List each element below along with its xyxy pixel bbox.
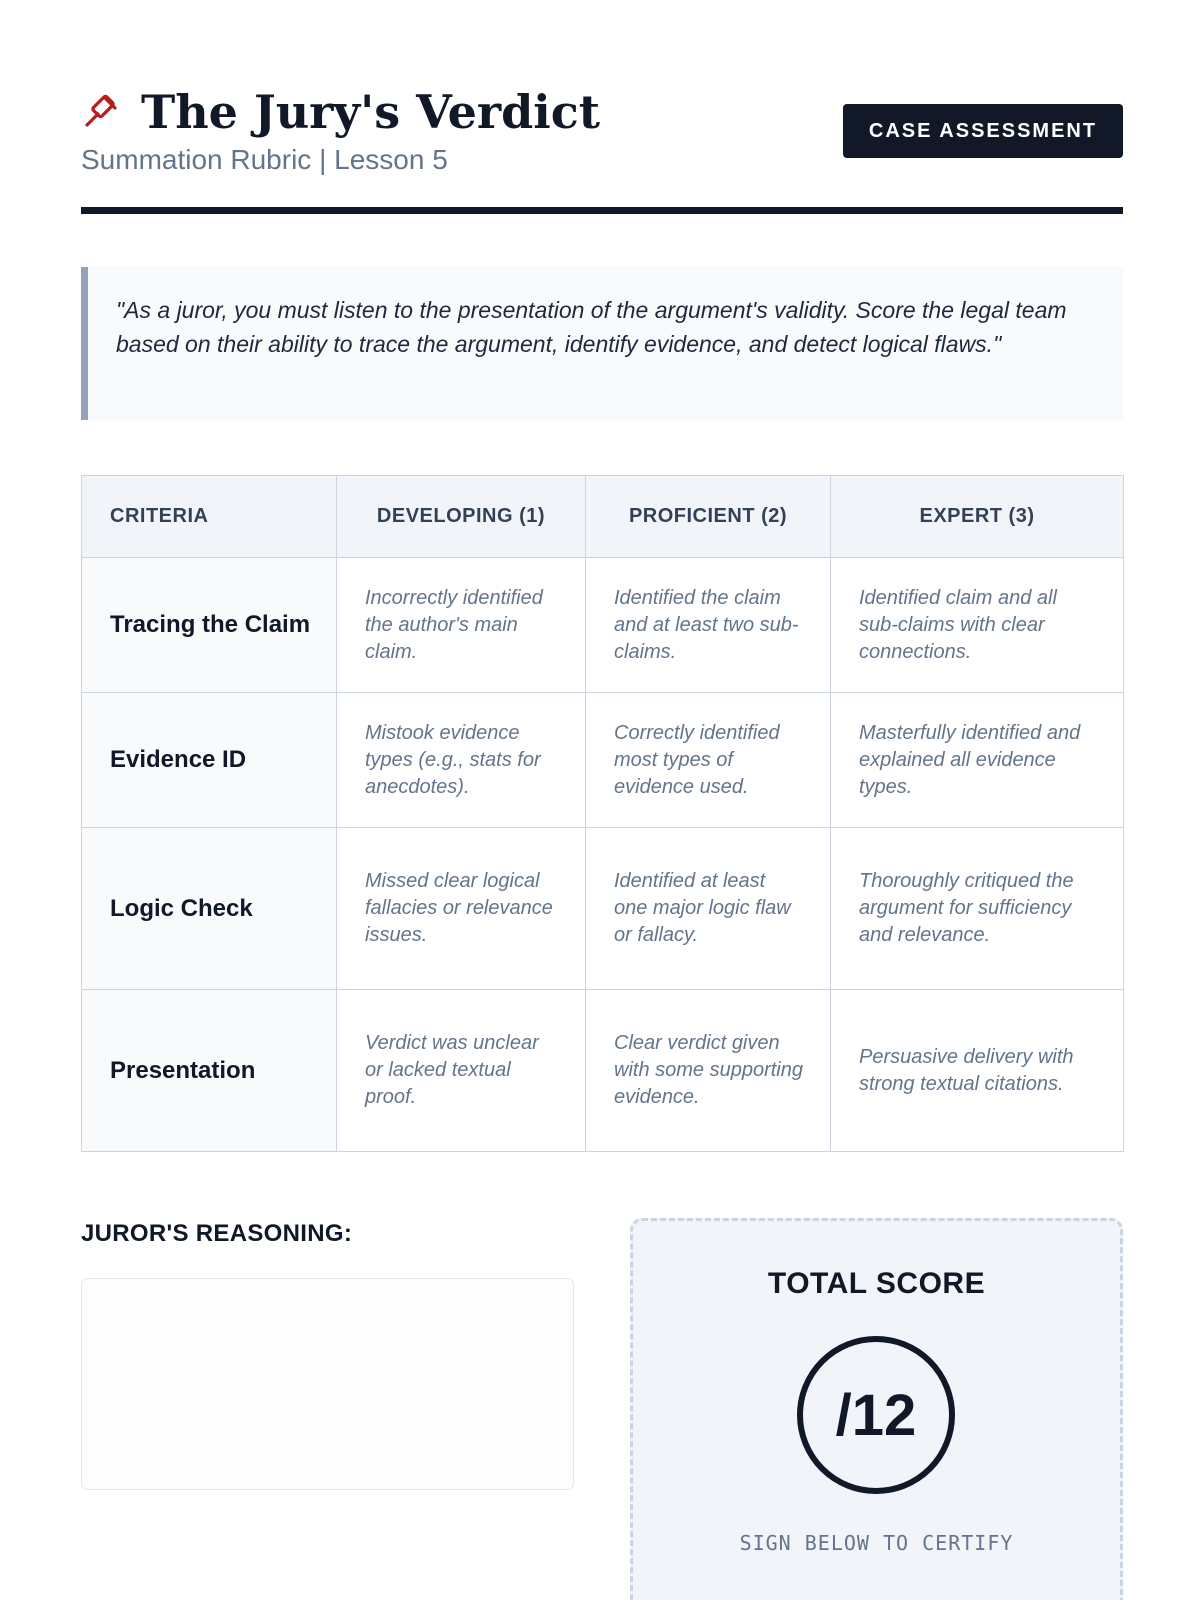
title-row <box>81 82 600 142</box>
score-card <box>630 1218 1123 1600</box>
gavel-icon <box>81 92 121 132</box>
case-assessment-badge: CASE ASSESSMENT <box>843 104 1123 158</box>
proficient-cell: Correctly identified most types of evidence used. <box>586 693 831 828</box>
header <box>81 82 1123 212</box>
score-title: TOTAL SCORE <box>767 1267 986 1300</box>
score-value: /12 <box>835 1382 917 1448</box>
header-criteria: CRITERIA <box>82 476 337 558</box>
rubric-table <box>81 475 1124 1152</box>
reasoning-input[interactable] <box>81 1278 574 1490</box>
page-title: The Jury's Verdict <box>141 85 600 139</box>
proficient-cell: Clear verdict given with some supporting evidence. <box>586 990 831 1152</box>
table-row <box>82 558 1124 693</box>
table-row <box>82 828 1124 990</box>
expert-cell: Masterfully identified and explained all evidence types. <box>831 693 1124 828</box>
header-proficient: PROFICIENT (2) <box>586 476 831 558</box>
score-circle[interactable] <box>797 1336 955 1494</box>
developing-cell: Verdict was unclear or lacked textual proof. <box>337 990 586 1152</box>
developing-cell: Incorrectly identified the author's main claim. <box>337 558 586 693</box>
developing-cell: Missed clear logical fallacies or relevance issues. <box>337 828 586 990</box>
developing-cell: Mistook evidence types (e.g., stats for anecdotes). <box>337 693 586 828</box>
proficient-cell: Identified the claim and at least two sub-claims. <box>586 558 831 693</box>
page-subtitle: Summation Rubric | Lesson 5 <box>81 144 448 175</box>
criterion-cell: Tracing the Claim <box>82 558 337 693</box>
header-expert: EXPERT (3) <box>831 476 1124 558</box>
instruction-quote <box>81 267 1123 420</box>
instruction-text: "As a juror, you must listen to the presentation of the argument's validity. Score the legal team based on their ability to trace the argument, identify evidence, and detect logical flaws." <box>116 297 1067 357</box>
certify-text: SIGN BELOW TO CERTIFY <box>739 1531 1014 1555</box>
expert-cell: Persuasive delivery with strong textual citations. <box>831 990 1124 1152</box>
expert-cell: Identified claim and all sub-claims with clear connections. <box>831 558 1124 693</box>
header-divider <box>81 207 1123 214</box>
header-developing: DEVELOPING (1) <box>337 476 586 558</box>
criterion-cell: Logic Check <box>82 828 337 990</box>
criterion-cell: Presentation <box>82 990 337 1152</box>
criterion-cell: Evidence ID <box>82 693 337 828</box>
reasoning-label: JUROR'S REASONING: <box>81 1220 353 1247</box>
table-header-row <box>82 476 1124 558</box>
table-row <box>82 990 1124 1152</box>
table-row <box>82 693 1124 828</box>
proficient-cell: Identified at least one major logic flaw or fallacy. <box>586 828 831 990</box>
expert-cell: Thoroughly critiqued the argument for sufficiency and relevance. <box>831 828 1124 990</box>
